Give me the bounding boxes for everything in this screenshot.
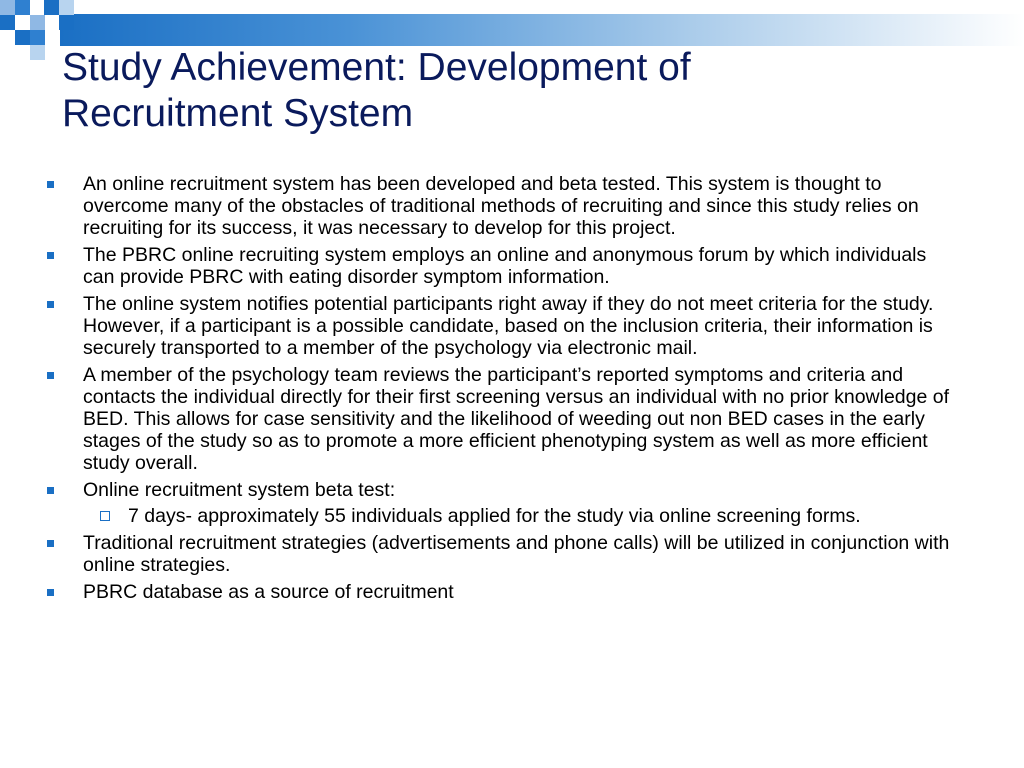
bullet-item (40, 581, 960, 603)
corner-square (30, 30, 45, 45)
bullet-text: PBRC database as a source of recruitment (83, 581, 454, 603)
sub-bullet-text: 7 days- approximately 55 individuals applied for the study via online screening forms. (128, 505, 861, 527)
corner-square (44, 0, 59, 15)
bullet-list (40, 173, 960, 603)
bullet-text: Online recruitment system beta test: (83, 479, 396, 501)
square-bullet-icon (47, 540, 54, 547)
corner-square (15, 0, 30, 15)
square-bullet-icon (47, 372, 54, 379)
corner-square (0, 15, 15, 30)
bullet-item (40, 479, 960, 527)
sub-bullet-list (83, 505, 960, 527)
square-bullet-icon (47, 301, 54, 308)
slide-title-line-1: Study Achievement: Development of (62, 46, 691, 89)
bullet-item (40, 364, 960, 474)
corner-square (59, 0, 74, 15)
square-bullet-icon (47, 181, 54, 188)
bullet-text: An online recruitment system has been developed and beta tested. This system is thought to overcome many of the obstacles of traditional methods of recruiting and since this study relies on recruiting for its success, it was necessary to develop for this project. (83, 173, 919, 239)
bullet-item (40, 532, 960, 576)
corner-square (30, 15, 45, 30)
corner-square (15, 30, 30, 45)
bullet-text: A member of the psychology team reviews the participant’s reported symptoms and criteria and contacts the individual directly for their first screening versus an individual with no prior knowledge of BED. This allows for case sensitivity and the likelihood of weeding out non BED cases in the early stages of the study so as to promote a more efficient phenotyping system as well as more efficient study overall. (83, 364, 950, 474)
bullet-item (40, 293, 960, 359)
bullet-item (40, 244, 960, 288)
slide-body (40, 173, 960, 608)
sub-bullet-item (83, 505, 960, 527)
square-bullet-icon (47, 589, 54, 596)
hollow-square-bullet-icon (100, 511, 110, 521)
corner-square (59, 15, 74, 30)
corner-square (30, 45, 45, 60)
bullet-text: Traditional recruitment strategies (advertisements and phone calls) will be utilized in conjunction with online strategies. (83, 532, 950, 576)
bullet-item (40, 173, 960, 239)
corner-square (0, 0, 15, 15)
bullet-text: The online system notifies potential participants right away if they do not meet criteria for the study. However, if a participant is a possible candidate, based on the inclusion criteria, their information is securely transported to a member of the psychology via electronic mail. (83, 293, 934, 359)
slide-title-line-2: Recruitment System (62, 92, 414, 135)
square-bullet-icon (47, 252, 54, 259)
slide-title (62, 45, 962, 137)
square-bullet-icon (47, 487, 54, 494)
bullet-text: The PBRC online recruiting system employs an online and anonymous forum by which individuals can provide PBRC with eating disorder symptom information. (83, 244, 927, 288)
header-gradient-bar (60, 14, 1024, 46)
